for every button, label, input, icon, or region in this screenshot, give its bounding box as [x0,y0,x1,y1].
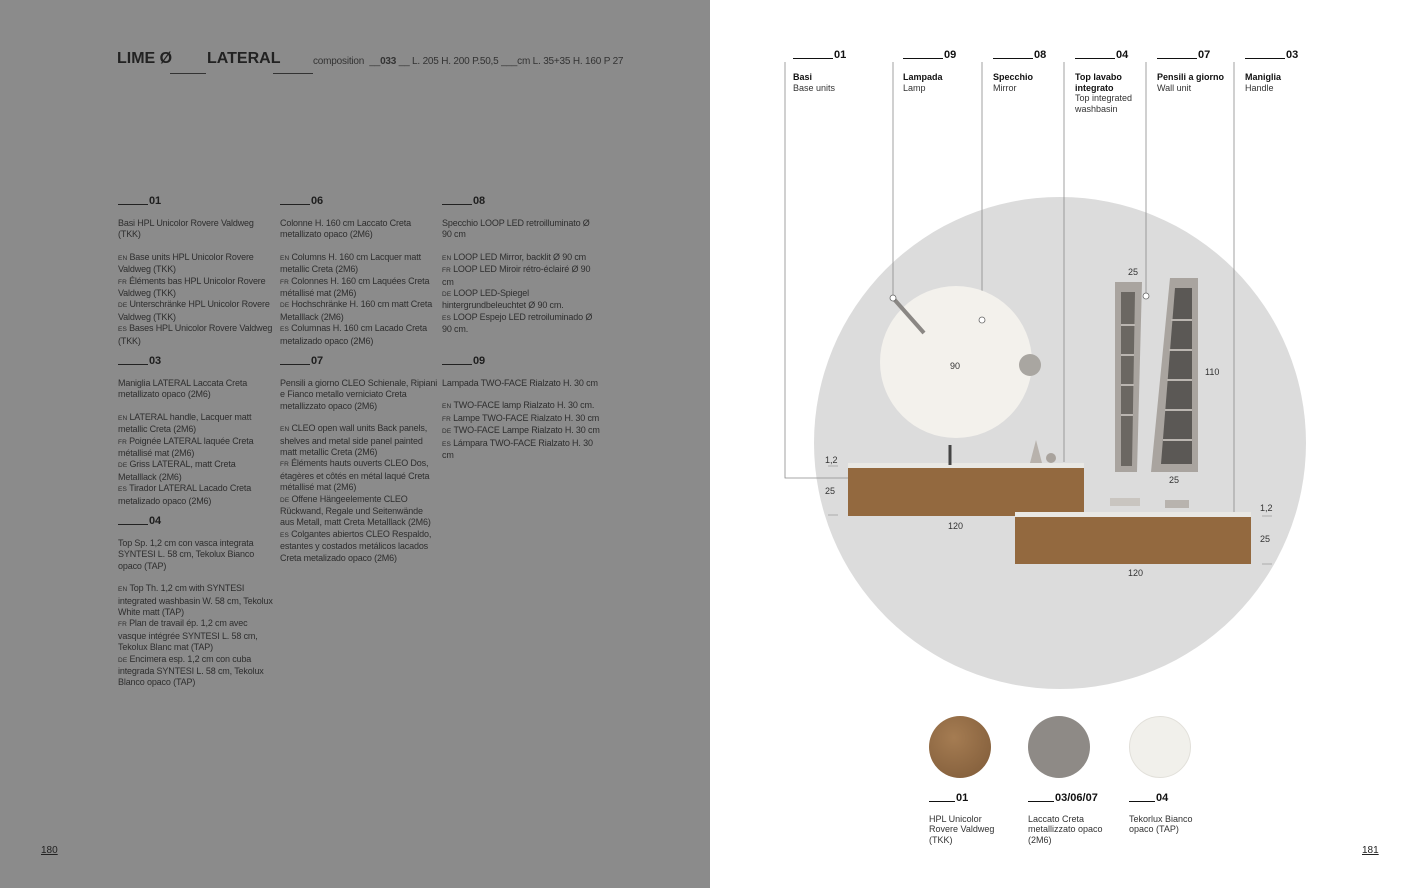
spec-translation: ES Colgantes abiertos CLEO Respaldo, estantes y costados metálicos lacados Creta metalizado opaco (2M6) [280,528,432,563]
spec-translation: EN LATERAL handle, Lacquer matt metallic Creta (2M6) [118,411,252,435]
series-title: LATERAL [207,50,281,67]
composition-line: composition __033 __ L. 205 H. 200 P.50,5 ___cm L. 35+35 H. 160 P 27 [313,56,624,67]
spec-translations [442,400,600,461]
label-number: 08 [993,50,1073,64]
spec-italian: Maniglia LATERAL Laccata Creta metallizato opaco (2M6) [118,378,248,400]
spec-translation: FR Éléments bas HPL Unicolor Rovere Valdweg (TKK) [118,275,266,299]
spec-block-09 [442,355,600,461]
spec-translation: EN Columns H. 160 cm Lacquer matt metallic Creta (2M6) [280,251,421,275]
label-number: 04 [1075,50,1155,64]
spec-translation: FR LOOP LED Miroir rétro-éclairé Ø 90 cm [442,264,591,287]
label-english: Base units [793,82,836,93]
spec-translation: EN CLEO open wall units Back panels, shelves and metal side panel painted matt metallic Creta (2M6) [280,423,428,458]
spec-translation: DE Hochschränke H. 160 cm matt Creta Metalllack (2M6) [280,299,433,322]
spec-number: 06 [280,195,438,208]
label-number: 07 [1157,50,1237,64]
top-a [848,463,1084,468]
finish-name: Laccato Creta metallizzato opaco (2M6) [1028,813,1103,845]
brand-underline [170,73,206,74]
dim-top-b: 1,2 [1260,503,1273,513]
spec-italian: Lampada TWO-FACE Rialzato H. 30 cm [442,378,598,388]
label-english: Handle [1245,82,1274,93]
finish-2 [1028,793,1118,845]
finish-number: 01 [929,793,1009,804]
dim-shelf-top: 25 [1128,267,1139,277]
series-underline [273,73,313,74]
dim-width-b: 120 [1128,568,1144,578]
spec-italian: Top Sp. 1,2 cm con vasca integrata SYNTESI L. 58 cm, Tekolux Bianco opaco (TAP) [118,538,255,571]
spec-number: 03 [118,355,276,368]
dim-mirror: 90 [950,361,961,371]
label-english: Wall unit [1157,82,1192,93]
spec-translation: DE Encimera esp. 1,2 cm con cuba integrada SYNTESI L. 58 cm, Tekolux Blanco opaco (TAP) [118,653,264,688]
spec-number: 04 [118,515,276,528]
dim-shelf-bottom: 25 [1169,475,1180,485]
spec-translations [280,252,438,347]
component-label-07 [1157,50,1237,93]
finish-number: 03/06/07 [1028,793,1118,804]
finish-name: Tekorlux Bianco opaco (TAP) [1129,813,1193,834]
spec-translation: ES Tirador LATERAL Lacado Creta metalizado opaco (2M6) [118,483,252,506]
spec-translation: EN Top Th. 1,2 cm with SYNTESI integrated washbasin W. 58 cm, Tekolux White matt (TAP) [118,583,273,618]
swatch-creta [1028,716,1090,778]
component-label-03 [1245,50,1325,93]
composition-extra: cm L. 35+35 H. 160 P 27 [517,56,624,67]
spec-translation: FR Éléments hauts ouverts CLEO Dos, étagères et côtés en métal laqué Creta métallisé mat (2M6) [280,458,430,493]
component-label-09 [903,50,983,93]
spec-translation: FR Poignée LATERAL laquée Creta métallisé mat (2M6) [118,435,254,459]
base-unit-b [1015,517,1251,564]
spec-translations [280,423,438,564]
swatch-wood [929,716,991,778]
spec-block-06 [280,195,438,347]
spec-translation: DE LOOP LED-Spiegel hintergrundbeleuchtet Ø 90 cm. [442,288,564,311]
label-italian: Basi [793,72,813,82]
component-label-04 [1075,50,1155,114]
spec-translation: DE Unterschränke HPL Unicolor Rovere Valdweg (TKK) [118,299,270,322]
spec-italian: Specchio LOOP LED retroilluminato Ø 90 cm [442,218,590,240]
spec-translation: DE TWO-FACE Lampe Rialzato H. 30 cm [442,425,600,436]
label-number: 09 [903,50,983,64]
spec-number: 07 [280,355,438,368]
label-number: 03 [1245,50,1325,64]
spec-number: 01 [118,195,276,208]
spec-translations [118,412,276,507]
spec-translation: ES LOOP Espejo LED retroiluminado Ø 90 cm. [442,311,593,335]
label-italian: Specchio [993,72,1034,82]
spec-translations [118,252,276,347]
finish-number: 04 [1129,793,1209,804]
dim-base-a: 25 [825,486,836,496]
spec-translation: ES Bases HPL Unicolor Rovere Valdweg (TKK) [118,323,273,346]
label-italian: Lampada [903,72,943,82]
spec-italian: Basi HPL Unicolor Rovere Valdweg (TKK) [118,218,254,240]
spec-translation: DE Griss LATERAL, matt Creta Metalllack (2M6) [118,459,236,482]
finish-name: HPL Unicolor Rovere Valdweg (TKK) [929,813,995,845]
page-number-left: 180 [41,845,58,856]
spec-number: 09 [442,355,600,368]
label-italian: Pensili a giorno [1157,72,1225,82]
spec-translations [118,583,276,689]
spec-block-01 [118,195,276,347]
spec-translation: FR Plan de travail ép. 1,2 cm avec vasque intégrée SYNTESI L. 58 cm, Tekolux Blanc mat (TAP) [118,618,258,653]
spec-translation: EN Base units HPL Unicolor Rovere Valdweg (TKK) [118,251,254,275]
composition-dims: L. 205 H. 200 P.50,5 [412,56,499,67]
spec-block-07 [280,355,438,564]
finish-1 [929,793,1009,845]
top-b [1015,512,1251,517]
backdrop-circle [814,197,1306,689]
component-label-01 [793,50,873,93]
composition-label: composition [313,56,365,67]
dim-base-b: 25 [1260,534,1271,544]
spec-block-08 [442,195,600,336]
spec-italian: Colonne H. 160 cm Laccato Creta metallizato opaco (2M6) [280,218,411,240]
swatch-white [1129,716,1191,778]
spec-italian: Pensili a giorno CLEO Schienale, Ripiani e Fianco metallo verniciato Creta metallizzato opaco (2M6) [280,378,438,411]
spec-translation: ES Columnas H. 160 cm Lacado Creta metalizado opaco (2M6) [280,323,427,346]
label-english: Top integrated washbasin [1075,93,1133,114]
spec-translation: EN LOOP LED Mirror, backlit Ø 90 cm [442,251,587,262]
spec-translation: ES Lámpara TWO-FACE Rialzato H. 30 cm [442,437,593,461]
label-italian: Maniglia [1245,72,1282,82]
label-italian: Top lavabo integrato [1075,72,1122,93]
mirror-switch [1019,354,1041,376]
right-page [710,0,1420,888]
spec-translation: EN TWO-FACE lamp Rialzato H. 30 cm. [442,400,595,411]
spec-translation: FR Lampe TWO-FACE Rialzato H. 30 cm [442,412,600,423]
spec-translations [442,252,600,336]
finish-3 [1129,793,1209,835]
spec-block-04 [118,515,276,689]
spec-number: 08 [442,195,600,208]
spec-block-03 [118,355,276,507]
composition-number: 033 [380,56,397,67]
label-number: 01 [793,50,873,64]
dim-top-a: 1,2 [825,455,838,465]
label-english: Lamp [903,82,926,93]
dim-width-a: 120 [948,521,964,531]
component-label-08 [993,50,1073,93]
spec-translation: DE Offene Hängeelemente CLEO Rückwand, Regale und Seitenwände aus Metall, matt Creta Metalllack (2M6) [280,493,431,528]
page-number-right: 181 [1362,845,1379,856]
base-unit-a [848,468,1084,516]
dim-shelf-height: 110 [1205,367,1220,377]
brand-title: LIME Ø [117,50,173,67]
spec-translation: FR Colonnes H. 160 cm Laquées Creta métallisé mat (2M6) [280,275,430,299]
label-english: Mirror [993,82,1017,93]
